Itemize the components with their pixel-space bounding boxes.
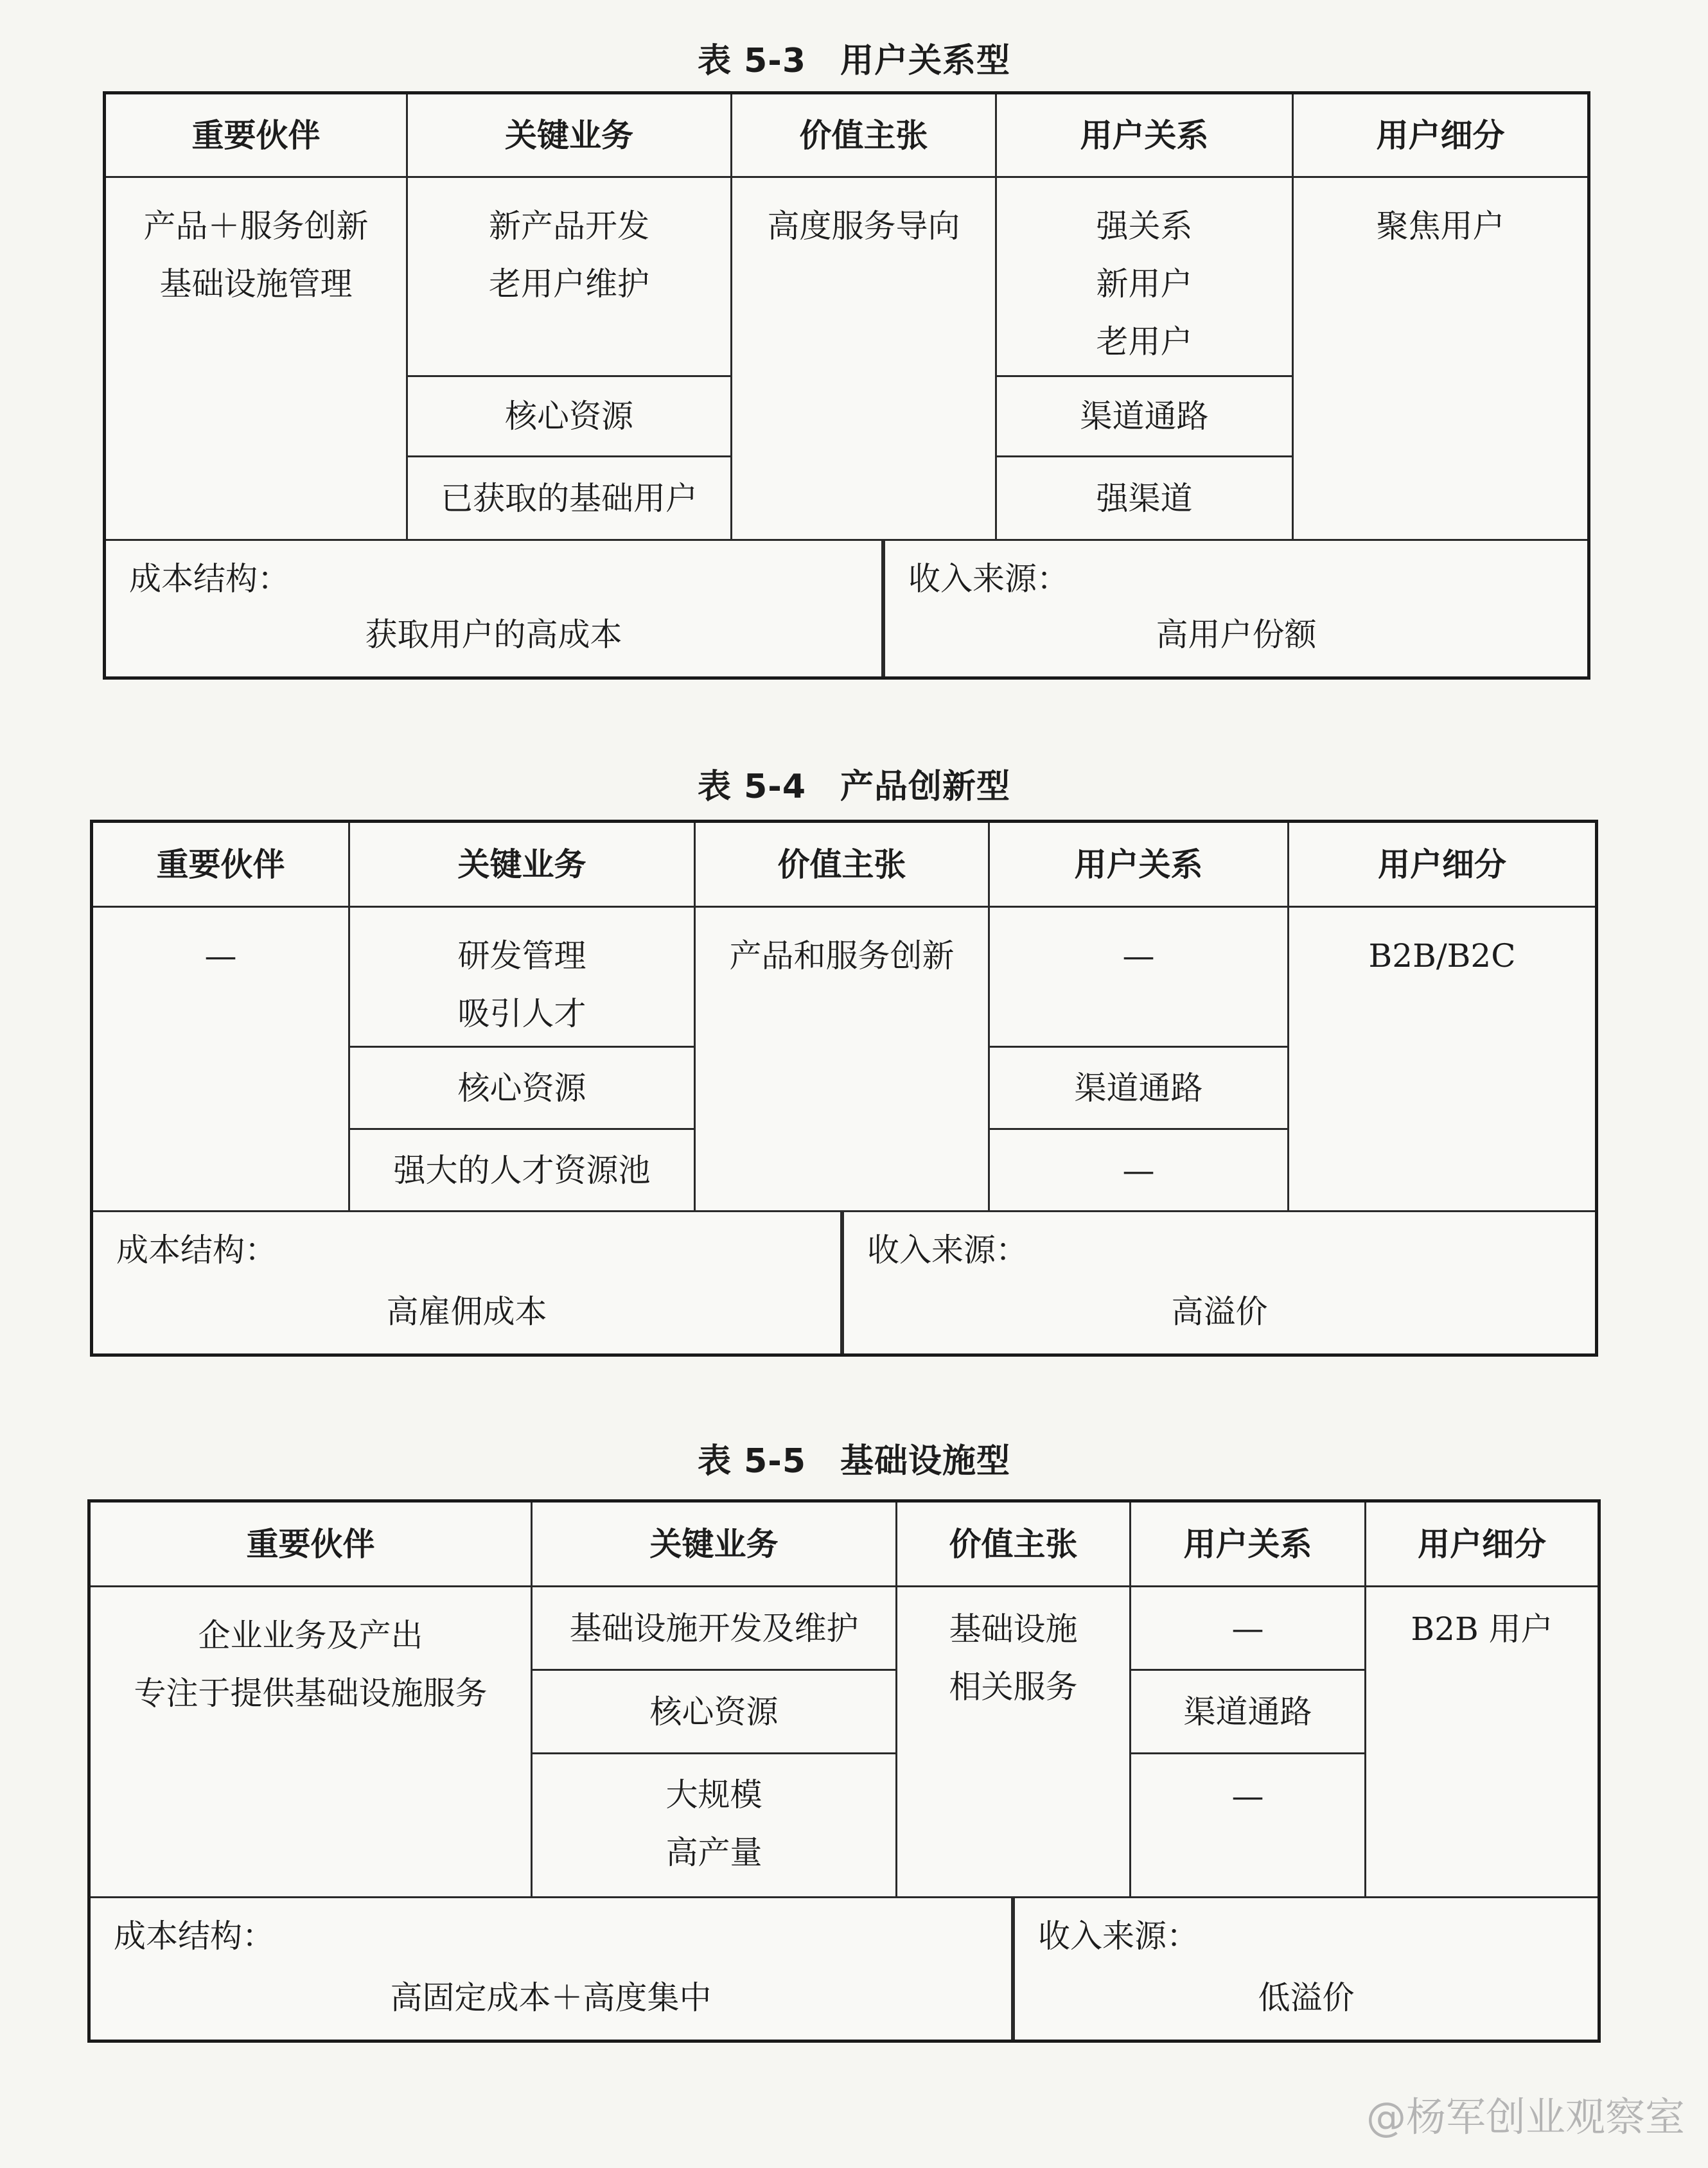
key-activities-cell (533, 1587, 897, 1671)
watermark: @杨军创业观察室 (1366, 2093, 1685, 2140)
key-partner-item: 产品＋服务创新 (143, 207, 369, 245)
value-proposition-item: 相关服务 (949, 1668, 1078, 1705)
key-resources-label: 核心资源 (408, 377, 732, 457)
channels-label: 渠道通路 (997, 377, 1294, 457)
revenue-streams-label: 收入来源： (867, 1231, 1028, 1269)
customer-segments-cell (1289, 908, 1595, 1212)
customer-relationship-cell (997, 178, 1294, 377)
revenue-streams-cell (1013, 1898, 1598, 2040)
key-partner-item: 基础设施管理 (159, 265, 353, 303)
key-activities-cell (350, 908, 696, 1048)
header-key-activities: 关键业务 (350, 823, 696, 908)
customer-relationship-cell (1131, 1587, 1366, 1671)
key-activity-item: 新产品开发 (489, 207, 649, 245)
header-key-partners: 重要伙伴 (106, 94, 408, 178)
customer-segment-item: B2B 用户 (1411, 1610, 1553, 1648)
header-value-proposition: 价值主张 (732, 94, 997, 178)
key-activity-item: 吸引人才 (457, 995, 586, 1032)
business-model-canvas (90, 820, 1598, 1357)
channels-label: 渠道通路 (1131, 1671, 1366, 1754)
channel-item: — (1231, 1777, 1264, 1815)
customer-segment-item: B2B/B2C (1368, 937, 1516, 974)
cost-structure-label: 成本结构： (114, 1917, 274, 1955)
value-proposition-cell (696, 908, 990, 1212)
header-key-activities: 关键业务 (533, 1503, 897, 1587)
key-resources-label: 核心资源 (533, 1671, 897, 1754)
customer-relationship-item: — (1231, 1609, 1264, 1647)
revenue-streams-label: 收入来源： (908, 560, 1069, 597)
cost-structure-cell (93, 1212, 842, 1353)
revenue-streams-value: 低溢价 (1258, 1979, 1355, 2016)
key-resources-cell (350, 1130, 696, 1212)
customer-relationship-item: 强关系 (1096, 207, 1193, 245)
cost-structure-value: 高雇佣成本 (386, 1293, 547, 1330)
key-resource-item: 大规模 (665, 1776, 762, 1813)
cost-structure-cell (106, 541, 883, 676)
customer-segment-item: 聚焦用户 (1376, 207, 1505, 245)
customer-relationship-item: 老用户 (1096, 323, 1193, 360)
key-partners-cell (93, 908, 350, 1212)
key-resources-cell (533, 1754, 897, 1898)
key-activities-cell (408, 178, 732, 377)
value-proposition-item: 基础设施 (949, 1610, 1078, 1648)
header-customer-relationship: 用户关系 (1131, 1503, 1366, 1587)
revenue-streams-cell (883, 541, 1587, 676)
value-proposition-cell (897, 1587, 1131, 1898)
header-customer-relationship: 用户关系 (997, 94, 1294, 178)
channels-cell (997, 457, 1294, 541)
customer-relationship-item: — (1122, 937, 1155, 974)
customer-relationship-cell (990, 908, 1289, 1048)
key-resources-cell (408, 457, 732, 541)
key-activity-item: 研发管理 (457, 937, 586, 974)
header-value-proposition: 价值主张 (696, 823, 990, 908)
cost-structure-value: 获取用户的高成本 (365, 616, 622, 653)
revenue-streams-cell (842, 1212, 1595, 1353)
cost-structure-label: 成本结构： (116, 1231, 277, 1269)
key-partner-item: 专注于提供基础设施服务 (134, 1675, 488, 1712)
key-partner-item: — (204, 937, 237, 974)
header-key-partners: 重要伙伴 (93, 823, 350, 908)
revenue-streams-value: 高用户份额 (1156, 616, 1317, 653)
key-resources-label: 核心资源 (350, 1048, 696, 1130)
table-caption: 表 5-4 产品创新型 (697, 768, 1011, 806)
table-caption: 表 5-3 用户关系型 (697, 42, 1011, 80)
key-resource-item: 强大的人才资源池 (393, 1151, 651, 1189)
header-customer-segments: 用户细分 (1294, 94, 1587, 178)
key-resource-item: 已获取的基础用户 (441, 479, 698, 517)
key-activity-item: 基础设施开发及维护 (569, 1609, 859, 1647)
business-model-canvas (87, 1499, 1601, 2043)
header-key-partners: 重要伙伴 (91, 1503, 533, 1587)
cost-structure-value: 高固定成本＋高度集中 (390, 1979, 712, 2016)
value-proposition-item: 产品和服务创新 (729, 937, 955, 974)
header-value-proposition: 价值主张 (897, 1503, 1131, 1587)
header-customer-relationship: 用户关系 (990, 823, 1289, 908)
header-customer-segments: 用户细分 (1289, 823, 1595, 908)
customer-segments-cell (1366, 1587, 1598, 1898)
key-activity-item: 老用户维护 (489, 265, 649, 303)
channels-label: 渠道通路 (990, 1048, 1289, 1130)
revenue-streams-value: 高溢价 (1171, 1293, 1268, 1330)
channels-cell (1131, 1754, 1366, 1898)
customer-relationship-item: 新用户 (1096, 265, 1193, 303)
header-key-activities: 关键业务 (408, 94, 732, 178)
cost-structure-label: 成本结构： (129, 560, 290, 597)
customer-segments-cell (1294, 178, 1587, 541)
key-resource-item: 高产量 (665, 1834, 762, 1871)
value-proposition-cell (732, 178, 997, 541)
key-partner-item: 企业业务及产出 (198, 1617, 423, 1654)
key-partners-cell (106, 178, 408, 541)
channels-cell (990, 1130, 1289, 1212)
business-model-canvas (103, 91, 1590, 680)
channel-item: 强渠道 (1096, 479, 1193, 517)
value-proposition-item: 高度服务导向 (767, 207, 960, 245)
key-partners-cell (91, 1587, 533, 1898)
table-caption: 表 5-5 基础设施型 (697, 1442, 1011, 1481)
cost-structure-cell (91, 1898, 1013, 2040)
revenue-streams-label: 收入来源： (1038, 1917, 1199, 1955)
header-customer-segments: 用户细分 (1366, 1503, 1598, 1587)
channel-item: — (1122, 1151, 1155, 1189)
